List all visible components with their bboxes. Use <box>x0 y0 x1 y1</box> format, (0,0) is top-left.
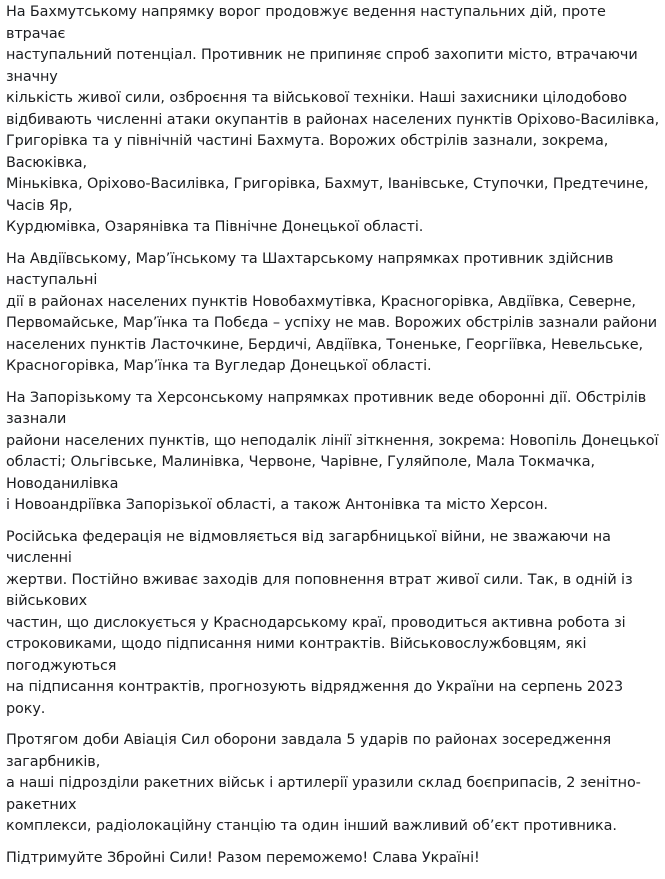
paragraph-bakhmut: На Бахмутському напрямку ворог продовжує ведення наступальних дій, проте втрачає наступальний потенціал. Противник не припиняє спроб захопити місто, втрачаючи значну кількість живої сили, озброєння та військової техніки. Наші захисники цілодобово відбивають численні атаки окупантів в районах населених пунктів Оріхово-Василівка, Григорівка та у північній частині Бахмута. Ворожих обстрілів зазнали, зокрема, Васюківка, Міньківка, Оріхово-Василівка, Григорівка, Бахмут, Іванівське, Ступочки, Предтечине, Часів Яр, Курдюмівка, Озарянівка та Північне Донецької області. <box>6 4 660 235</box>
paragraph-closing: Підтримуйте Збройні Сили! Разом переможемо! Слава Україні! <box>6 849 480 866</box>
paragraph-zaporizhzhia-kherson: На Запорізькому та Херсонському напрямках противник веде оборонні дії. Обстрілів зазнали райони населених пунктів, що неподалік лінії зіткнення, зокрема: Новопіль Донецької області; Ольгівське, Малинівка, Червоне, Чарівне, Гуляйполе, Мала Токмачка, Новоданилівка і Новоандріївка Запорізької області, а також Антонівка та місто Херсон. <box>6 389 659 513</box>
paragraph-russian-federation: Російська федерація не відмовляється від загарбницької війни, не зважаючи на численні жертви. Постійно вживає заходів для поповнення втрат живої сили. Так, в одній із військових частин, що дислокується у Краснодарському краї, проводиться активна робота зі строковиками, щодо підписання ними контрактів. Військовослужбовцям, які погоджуються на підписання контрактів, прогнозують відрядження до України на серпень 2023 року. <box>6 528 633 717</box>
paragraph-air-force: Протягом доби Авіація Сил оборони завдала 5 ударів по районах зосередження загарбників, а наші підрозділи ракетних військ і артилерії уразили склад боєприпасів, 2 зенітно-ракетних комплекси, радіолокаційну станцію та один інший важливий об’єкт противника. <box>6 732 641 834</box>
post-text <box>6 2 665 879</box>
paragraph-avdiivka: На Авдіївському, Мар’їнському та Шахтарському напрямках противник здійснив наступальні дії в районах населених пунктів Новобахмутівка, Красногорівка, Авдіївка, Северне, Первомайське, Мар’їнка та Побєда – успіху не мав. Ворожих обстрілів зазнали райони населених пунктів Ласточкине, Бердичі, Авдіївка, Тоненьке, Георгіївка, Невельське, Красногорівка, Мар’їнка та Вугледар Донецької області. <box>6 250 658 374</box>
